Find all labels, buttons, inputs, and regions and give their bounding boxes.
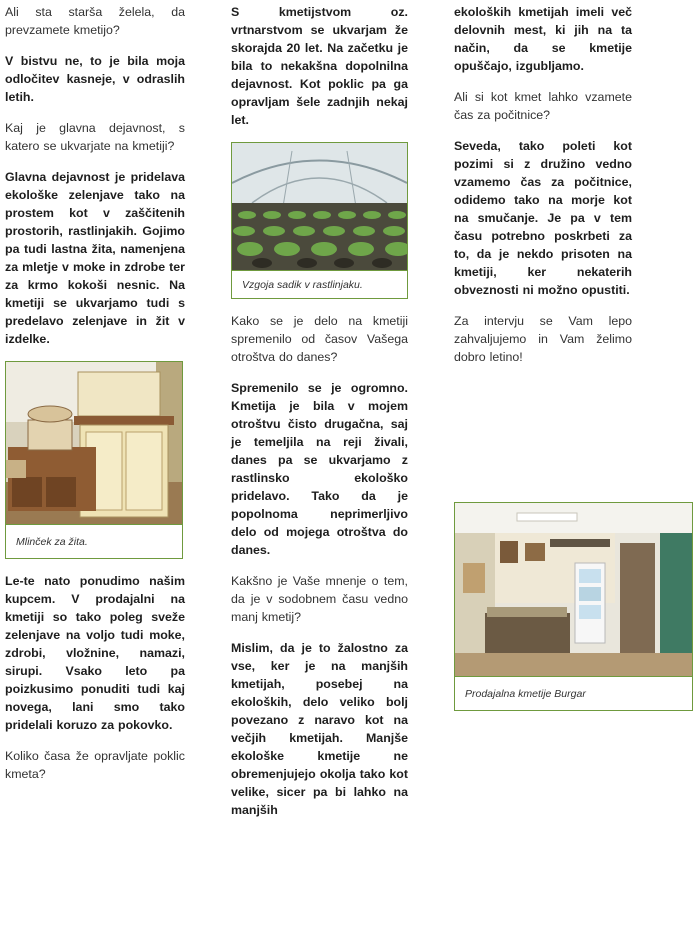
photo-caption: Mlinček za žita. (16, 535, 88, 548)
column-1 (5, 0, 185, 796)
question-changes: Kako se je delo na kmetiji spremenilo od časov Vašega otroštva do danes? (231, 314, 408, 364)
greenhouse-illustration (232, 143, 407, 270)
question-how-long: Koliko časa že opravljate poklic kmeta? (5, 749, 185, 781)
column-3 (454, 0, 632, 379)
question-main-activity: Kaj je glavna dejavnost, s katero se ukvarjate na kmetiji? (5, 121, 185, 153)
answer-products: Le-te nato ponudimo našim kupcem. V prodajalni na kmetiji so tako poleg sveže zelenjave na voljo tudi moke, zdrobi, vložnine, namazi, sirupi. Vsako leto pa poizkusimo ponuditi tudi kaj novega, lani smo tako pridelali koruzo za pokovko. (5, 574, 185, 732)
farm-shop-illustration (455, 503, 692, 676)
answer-main-activity: Glavna dejavnost je pridelava ekološke zelenjave tako na prostem kot v zaščitenih prostorih, rastlinjakih. Gojimo pa tudi lastna žita, namenjena za mletje v moke in zdrobe ter za krmo kokoši nesnic. Na kmetiji se ukvarjamo tudi s predelavo zelenjave in žit v izdelke. (5, 170, 185, 346)
farm-shop-image (455, 503, 692, 677)
photo-caption: Vzgoja sadik v rastlinjaku. (242, 278, 363, 291)
closing-thanks: Za intervju se Vam lepo zahvaljujemo in Vam želimo dobro letino! (454, 314, 632, 364)
column-2 (231, 0, 408, 832)
question-fewer-farms: Kakšno je Vaše mnenje o tem, da je v sodobnem času vedno manj kmetij? (231, 574, 408, 624)
grain-mill-illustration (6, 362, 182, 524)
question-parents: Ali sta starša želela, da prevzamete kmetijo? (5, 5, 185, 37)
photo-farm-shop (454, 502, 693, 711)
photo-caption: Prodajalna kmetije Burgar (465, 687, 586, 700)
photo-greenhouse (231, 142, 408, 299)
answer-holidays: Seveda, tako poleti kot pozimi si z družino vedno vzamemo čas za počitnice, odidemo tako na morje kot na smučanje. Je pa v tem času potrebno poskrbeti za to, da je nekdo prisoten na kmetiji, ker nekaterih obveznosti ni možno opustiti. (454, 139, 632, 297)
answer-fewer-farms-continued: ekoloških kmetijah imeli več delovnih mest, ki jih na ta način, da se kmetije opuščajo, izgubljamo. (454, 5, 632, 73)
answer-fewer-farms: Mislim, da je to žalostno za vse, ker je na manjših kmetijah, posebej na ekoloških, delo veliko bolj povezano z naravo kot na večjih kmetijah. Manjše ekološke kmetije ne obremenjujejo okolja tako kot velike, sicer pa bi lahko na manjših (231, 641, 408, 817)
answer-how-long: S kmetijstvom oz. vrtnarstvom se ukvarjam že skorajda 20 let. Na začetku je bila to nekakšna dopolnilna dejavnost. Kot poklic pa ga opravljam šele zadnjih nekaj let. (231, 5, 408, 127)
photo-grain-mill (5, 361, 183, 559)
greenhouse-image (232, 143, 407, 271)
grain-mill-image (6, 362, 182, 525)
answer-changes: Spremenilo se je ogromno. Kmetija je bila v mojem otroštvu čisto drugačna, saj je temeljila na reji živali, danes pa se ukvarjamo z rastlinsko ekološko pridelavo. Tako da je popolnoma neprimerljivo delo od mojega otroštva do danes. (231, 381, 408, 557)
question-holidays: Ali si kot kmet lahko vzamete čas za počitnice? (454, 90, 632, 122)
answer-parents: V bistvu ne, to je bila moja odločitev kasneje, v odraslih letih. (5, 54, 185, 104)
